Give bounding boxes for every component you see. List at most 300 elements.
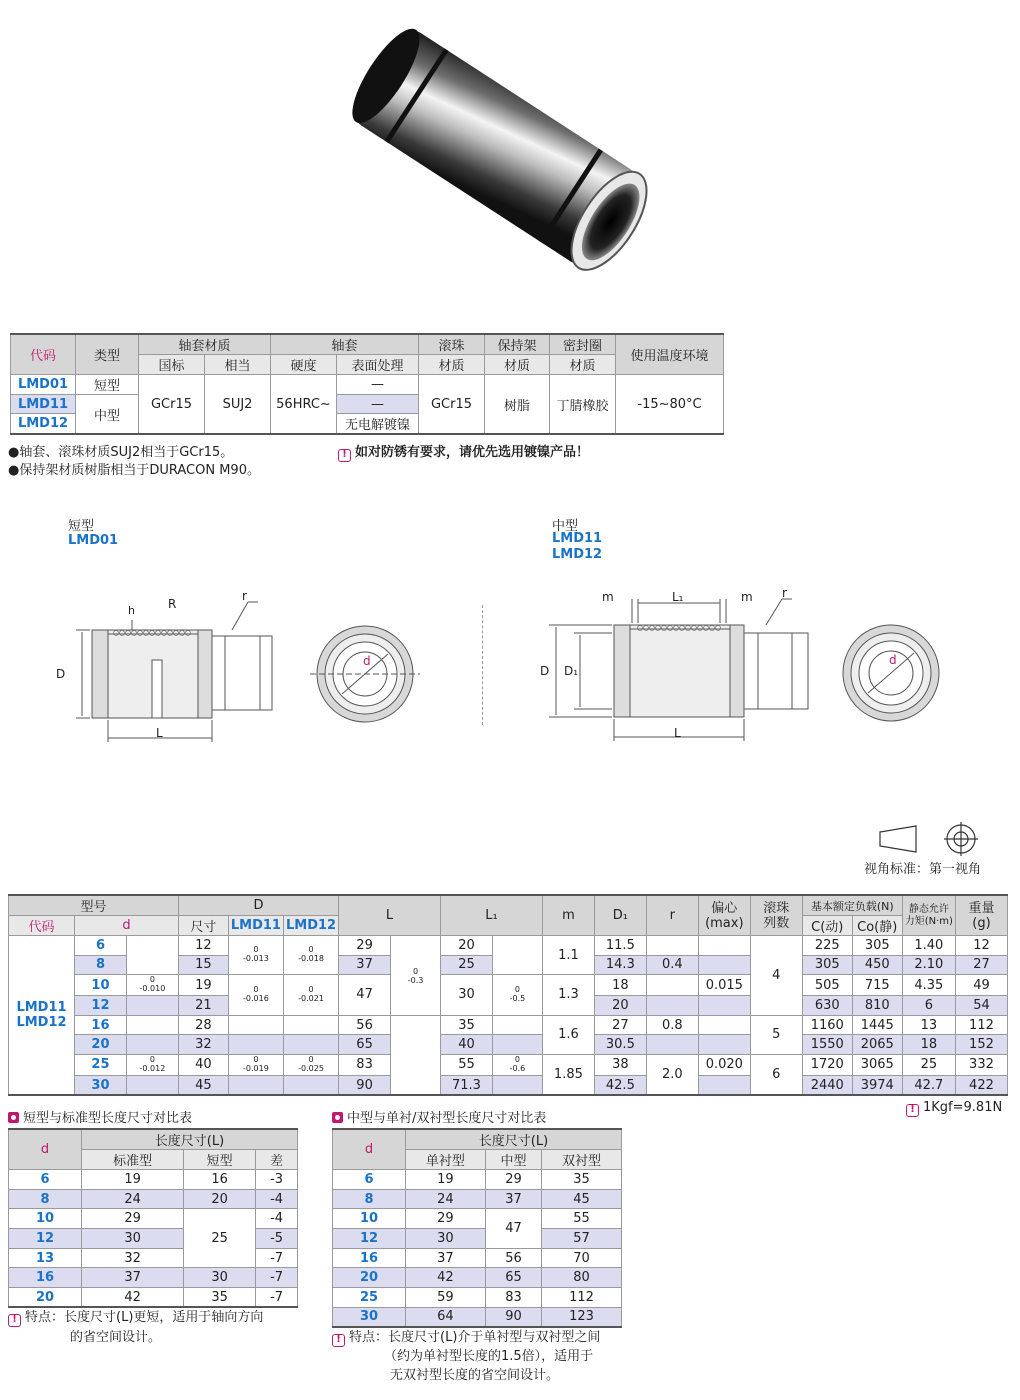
D-value: 21	[178, 996, 228, 1016]
D1-value: 30.5	[594, 1035, 646, 1055]
ecc-value: 0.020	[698, 1054, 750, 1075]
std-value: 19	[82, 1170, 184, 1190]
d-value: 8	[333, 1189, 406, 1209]
col-short: 短型	[184, 1150, 256, 1170]
std-value: 32	[82, 1248, 184, 1268]
warning-note	[338, 441, 589, 462]
warning-icon: !	[332, 1334, 345, 1347]
L1-value: 40	[441, 1035, 493, 1055]
dim-D: D	[540, 664, 550, 678]
hardness-value: 56HRC~	[271, 375, 337, 435]
mid-value: 90	[485, 1307, 541, 1327]
tol-bot: -0.012	[139, 1063, 166, 1073]
drawing-divider	[482, 605, 483, 725]
ecc-blank	[698, 1015, 750, 1035]
r-blank	[646, 996, 698, 1016]
tol-bot: -0.021	[298, 993, 324, 1003]
surface-value: 无电解镀镍	[337, 414, 419, 435]
double-value: 112	[542, 1288, 622, 1308]
dim-m: m	[602, 590, 614, 604]
d-value: 30	[74, 1075, 126, 1095]
single-value: 64	[406, 1307, 486, 1327]
Co-value: 305	[852, 936, 902, 956]
col-surface: 表面处理	[337, 355, 419, 375]
col-weight	[955, 895, 1007, 936]
warning-icon: !	[338, 449, 351, 462]
r-blank	[646, 975, 698, 996]
col-diff: 差	[256, 1150, 298, 1170]
L1-value: 20	[441, 936, 493, 956]
d-tol-b	[126, 1054, 178, 1075]
col-model: 型号	[9, 895, 179, 916]
std-value: 24	[82, 1189, 184, 1209]
col-d: d	[333, 1129, 406, 1170]
d-value: 25	[333, 1288, 406, 1308]
M-value: 13	[902, 1015, 955, 1035]
material-spec-table	[10, 333, 724, 435]
diff-value: -3	[256, 1170, 298, 1190]
col-D1: D₁	[594, 895, 646, 936]
d-value: 8	[74, 955, 126, 975]
d-value: 16	[9, 1268, 82, 1288]
dim-m: m	[741, 590, 753, 604]
D11-tol-b	[228, 975, 283, 1016]
col-lmd11: LMD11	[228, 916, 283, 936]
unit-note	[906, 1100, 1002, 1117]
mid-title: 中型	[552, 519, 579, 534]
surface-value: —	[337, 395, 419, 414]
col-seal-mat: 材质	[550, 355, 616, 375]
cmp-short-title-text: 短型与标准型长度尺寸对比表	[23, 1111, 193, 1126]
Co-value: 715	[852, 975, 902, 996]
dim-L: L	[156, 726, 163, 740]
L1-value: 25	[441, 955, 493, 975]
dim-L1: L₁	[672, 590, 684, 604]
std-value: 42	[82, 1288, 184, 1308]
col-c-stat: Co(静)	[852, 916, 902, 936]
codes-cell	[9, 936, 75, 1096]
W-value: 49	[955, 975, 1007, 996]
d-tol-blank	[126, 1075, 178, 1095]
M-value: 18	[902, 1035, 955, 1055]
double-value: 57	[542, 1229, 622, 1249]
D-value: 45	[178, 1075, 228, 1095]
D12-tol-a	[283, 936, 338, 975]
warning-icon: !	[8, 1314, 21, 1327]
col-retainer: 保持架	[485, 334, 550, 355]
double-value: 123	[542, 1307, 622, 1327]
col-hardness: 硬度	[271, 355, 337, 375]
r-value: 0.4	[646, 955, 698, 975]
tol-top: 0	[149, 975, 155, 985]
col-d: d	[9, 1129, 82, 1170]
D-value: 15	[178, 955, 228, 975]
double-value: 55	[542, 1209, 622, 1229]
bushing-product-image	[320, 20, 680, 280]
L1-value: 55	[441, 1054, 493, 1075]
col-L1: L₁	[441, 895, 543, 936]
D12-tol-blank	[283, 1015, 338, 1035]
unit-note-text: 1Kgf=9.81N	[923, 1100, 1003, 1115]
D12-tol-b	[283, 975, 338, 1016]
dim-R: R	[168, 597, 177, 611]
feature-line-1: 特点：长度尺寸(L)更短，适用于轴向方向	[25, 1310, 264, 1325]
L-tol	[391, 966, 441, 1095]
col-length: 长度尺寸(L)	[82, 1129, 298, 1150]
tol-bot: -0.013	[243, 954, 269, 964]
short-value: 16	[184, 1170, 256, 1190]
warning-icon: !	[906, 1104, 919, 1117]
short-code: LMD01	[68, 533, 119, 548]
mid-type-drawing	[534, 585, 954, 750]
col-sleeve: 轴套	[271, 334, 419, 355]
M-value: 25	[902, 1054, 955, 1075]
gb-value: GCr15	[139, 375, 205, 435]
col-lmd12: LMD12	[283, 916, 338, 936]
short-value: 20	[184, 1189, 256, 1209]
single-value: 42	[406, 1268, 486, 1288]
single-value: 30	[406, 1229, 486, 1249]
col-D: D	[178, 895, 338, 916]
d-tol-blank	[126, 996, 178, 1016]
diff-value: -7	[256, 1288, 298, 1308]
type-short: 短型	[76, 375, 139, 395]
r-blank	[646, 936, 698, 956]
short-value: 30	[184, 1268, 256, 1288]
dim-D: D	[56, 667, 66, 681]
W-value: 27	[955, 955, 1007, 975]
col-d: d	[74, 916, 178, 936]
cmp-short-title	[8, 1107, 192, 1126]
code-lmd01: LMD01	[11, 375, 76, 395]
short-title: 短型	[68, 519, 95, 534]
C-value: 1720	[802, 1054, 852, 1075]
col-std: 标准型	[82, 1150, 184, 1170]
M-value: 2.10	[902, 955, 955, 975]
D11-tol-blank	[228, 1035, 283, 1055]
single-value: 19	[406, 1170, 486, 1190]
d-value: 6	[333, 1170, 406, 1190]
seal-value: 丁腈橡胶	[550, 375, 616, 435]
d-value: 6	[74, 936, 126, 956]
code-lmd11: LMD11	[11, 395, 76, 414]
col-balls	[750, 895, 802, 936]
L1-tol-a	[492, 975, 542, 1016]
d-tol-blank	[126, 1035, 178, 1055]
C-value: 2440	[802, 1075, 852, 1095]
ecc-max-label: (max)	[705, 915, 744, 931]
Co-value: 3065	[852, 1054, 902, 1075]
ecc-value: 0.015	[698, 975, 750, 996]
C-value: 505	[802, 975, 852, 996]
mid-comparison-table	[332, 1128, 622, 1328]
cmp-mid-title	[332, 1107, 546, 1126]
d-value: 20	[9, 1288, 82, 1308]
balls-value: 4	[750, 936, 802, 1016]
type-mid: 中型	[76, 395, 139, 435]
Co-value: 450	[852, 955, 902, 975]
mid-value: 37	[485, 1189, 541, 1209]
ecc-blank	[698, 955, 750, 975]
code-lmd12: LMD12	[16, 1015, 67, 1031]
col-size: 尺寸	[178, 916, 228, 936]
col-L: L	[339, 895, 441, 936]
dim-D1: D₁	[564, 664, 579, 678]
D-value: 12	[178, 936, 228, 956]
L1-value: 35	[441, 1015, 493, 1035]
L1-value: 71.3	[441, 1075, 493, 1095]
col-load: 基本额定负载(N)	[802, 895, 902, 916]
cmp-mid-title-text: 中型与单衬/双衬型长度尺寸对比表	[347, 1111, 547, 1126]
moment-label-2: 力矩(N·m)	[904, 915, 953, 927]
d-value: 6	[9, 1170, 82, 1190]
C-value: 305	[802, 955, 852, 975]
tol-bot: -0.018	[298, 954, 324, 964]
D-value: 32	[178, 1035, 228, 1055]
Co-value: 810	[852, 996, 902, 1016]
d-value: 25	[74, 1054, 126, 1075]
section-bullet-icon	[332, 1112, 343, 1123]
L1-tol-blank	[492, 1075, 542, 1095]
std-value: 29	[82, 1209, 184, 1229]
warning-text: 如对防锈有要求，请优先选用镀镍产品！	[355, 445, 590, 460]
C-value: 1550	[802, 1035, 852, 1055]
tol-top: 0	[308, 984, 314, 994]
dim-h: h	[128, 604, 135, 617]
M-value: 42.7	[902, 1075, 955, 1095]
col-sleeve-material: 轴套材质	[139, 334, 271, 355]
L-value: 47	[339, 975, 391, 1016]
D11-tol-c	[228, 1054, 283, 1075]
m-value: 1.1	[542, 936, 594, 975]
temp-value: -15~80°C	[616, 375, 724, 435]
r-value: 0.8	[646, 1015, 698, 1035]
W-value: 54	[955, 996, 1007, 1016]
D1-value: 18	[594, 975, 646, 996]
d-value: 13	[9, 1248, 82, 1268]
feature-line-2: （约为单衬型长度的1.5倍），适用于	[384, 1349, 594, 1364]
col-length: 长度尺寸(L)	[406, 1129, 622, 1150]
D12-tol-blank	[283, 1075, 338, 1095]
ecc-blank	[698, 1035, 750, 1055]
D1-value: 20	[594, 996, 646, 1016]
D1-value: 27	[594, 1015, 646, 1035]
tol-top: 0	[253, 1054, 259, 1064]
col-type: 类型	[76, 334, 139, 375]
rows-label: 列数	[763, 915, 790, 931]
single-value: 29	[406, 1209, 486, 1229]
moment-label-1: 静态允许	[908, 903, 949, 915]
L-value: 65	[339, 1035, 391, 1055]
d-value: 16	[74, 1015, 126, 1035]
balls-label: 滚珠	[763, 900, 790, 916]
L1-tol-blank	[492, 1035, 542, 1055]
ball-value: GCr15	[419, 375, 485, 435]
D1-value: 14.3	[594, 955, 646, 975]
view-standard: 视角标准：第一视角	[864, 862, 982, 877]
tol-bot: -0.019	[243, 1063, 269, 1073]
tol-top: 0	[308, 1054, 314, 1064]
tol-top: 0	[253, 945, 259, 955]
col-mid: 中型	[485, 1150, 541, 1170]
col-temp: 使用温度环境	[616, 334, 724, 375]
short-value: 35	[184, 1288, 256, 1308]
note-retainer: ●保持架材质树脂相当于DURACON M90。	[8, 463, 260, 478]
Co-value: 2065	[852, 1035, 902, 1055]
col-moment	[902, 895, 955, 936]
dim-r: r	[242, 590, 247, 603]
code-lmd12: LMD12	[11, 414, 76, 435]
tol-bot: -0.3	[407, 975, 424, 985]
W-value: 112	[955, 1015, 1007, 1035]
single-value: 37	[406, 1248, 486, 1268]
d-value: 10	[74, 975, 126, 996]
diff-value: -4	[256, 1209, 298, 1229]
mid-value: 29	[485, 1170, 541, 1190]
d-tol-a	[126, 975, 178, 996]
D-value: 28	[178, 1015, 228, 1035]
tol-bot: -0.010	[139, 984, 166, 994]
W-value: 152	[955, 1035, 1007, 1055]
balls-value: 6	[750, 1054, 802, 1095]
m-value: 1.6	[542, 1015, 594, 1054]
d-value: 10	[9, 1209, 82, 1229]
feature-line-3: 无双衬型长度的省空间设计。	[390, 1368, 560, 1383]
cmp-mid-feature	[332, 1328, 600, 1385]
mid-code-2: LMD12	[552, 547, 603, 562]
Co-value: 3974	[852, 1075, 902, 1095]
Co-value: 1445	[852, 1015, 902, 1035]
ecc-blank	[698, 1075, 750, 1095]
ecc-blank	[698, 996, 750, 1016]
W-value: 332	[955, 1054, 1007, 1075]
mid-value: 65	[485, 1268, 541, 1288]
d-value: 20	[333, 1268, 406, 1288]
surface-value: —	[337, 375, 419, 395]
L-value: 29	[339, 936, 391, 956]
L-value: 37	[339, 955, 391, 975]
tol-top: 0	[253, 984, 259, 994]
M-value: 6	[902, 996, 955, 1016]
d-value: 8	[9, 1189, 82, 1209]
dim-d: d	[889, 653, 897, 667]
d-value: 12	[74, 996, 126, 1016]
std-value: 30	[82, 1229, 184, 1249]
tol-top: 0	[514, 984, 520, 994]
L1-tol-b	[492, 1054, 542, 1075]
cmp-short-feature	[8, 1308, 263, 1348]
L1-tol-blank	[492, 936, 542, 975]
D1-value: 38	[594, 1054, 646, 1075]
ecc-blank	[698, 936, 750, 956]
d-value: 16	[333, 1248, 406, 1268]
note-material: ●轴套、滚珠材质SUJ2相当于GCr15。	[8, 445, 234, 460]
tol-bot: -0.5	[509, 993, 526, 1003]
d-tol-blank	[126, 936, 178, 975]
W-value: 12	[955, 936, 1007, 956]
retainer-value: 树脂	[485, 375, 550, 435]
tol-bot: -0.025	[298, 1063, 324, 1073]
single-value: 24	[406, 1189, 486, 1209]
C-value: 1160	[802, 1015, 852, 1035]
feature-line-1: 特点：长度尺寸(L)介于单衬型与双衬型之间	[349, 1330, 601, 1345]
L-value: 90	[339, 1075, 391, 1095]
d-value: 20	[74, 1035, 126, 1055]
balls-value: 5	[750, 1015, 802, 1054]
col-double: 双衬型	[542, 1150, 622, 1170]
double-value: 80	[542, 1268, 622, 1288]
dimension-table	[8, 894, 1008, 1096]
dim-r: r	[782, 586, 787, 600]
weight-label: 重量	[968, 900, 995, 916]
L-value: 83	[339, 1054, 391, 1075]
mid-value: 56	[485, 1248, 541, 1268]
D1-value: 42.5	[594, 1075, 646, 1095]
d-value: 12	[9, 1229, 82, 1249]
double-value: 35	[542, 1170, 622, 1190]
D11-tol-a	[228, 936, 283, 975]
m-value: 1.85	[542, 1054, 594, 1095]
D11-tol-blank	[228, 1075, 283, 1095]
dim-L: L	[674, 726, 681, 740]
diff-value: -4	[256, 1189, 298, 1209]
first-angle-projection-icon	[876, 822, 986, 856]
M-value: 1.40	[902, 936, 955, 956]
D-value: 19	[178, 975, 228, 996]
C-value: 225	[802, 936, 852, 956]
D11-tol-blank	[228, 1015, 283, 1035]
D12-tol-c	[283, 1054, 338, 1075]
diff-value: -7	[256, 1248, 298, 1268]
weight-unit: (g)	[972, 915, 991, 931]
L1-value: 30	[441, 975, 493, 1016]
C-value: 630	[802, 996, 852, 1016]
d-value: 10	[333, 1209, 406, 1229]
tol-top: 0	[412, 966, 419, 976]
L-value: 56	[339, 1015, 391, 1035]
m-value: 1.3	[542, 975, 594, 1016]
L1-tol-blank	[492, 1015, 542, 1035]
col-seal: 密封圈	[550, 334, 616, 355]
code-lmd11: LMD11	[16, 1000, 67, 1016]
feature-line-2: 的省空间设计。	[70, 1330, 162, 1345]
equiv-value: SUJ2	[205, 375, 271, 435]
col-r: r	[646, 895, 698, 936]
d-value: 30	[333, 1307, 406, 1327]
mid-value: 83	[485, 1288, 541, 1308]
col-code: 代码	[11, 334, 76, 375]
r-blank	[646, 1035, 698, 1055]
dim-d: d	[363, 654, 371, 668]
double-value: 45	[542, 1189, 622, 1209]
D12-tol-blank	[283, 1035, 338, 1055]
double-value: 70	[542, 1248, 622, 1268]
mid-code-1: LMD11	[552, 531, 603, 546]
tol-bot: -0.016	[243, 993, 269, 1003]
tol-top: 0	[149, 1054, 155, 1064]
D1-value: 11.5	[594, 936, 646, 956]
col-retainer-mat: 材质	[485, 355, 550, 375]
col-c-dyn: C(动)	[802, 916, 852, 936]
diff-value: -7	[256, 1268, 298, 1288]
short-comparison-table	[8, 1128, 298, 1308]
col-ball-mat: 材质	[419, 355, 485, 375]
ecc-label: 偏心	[711, 900, 738, 916]
col-ecc	[698, 895, 750, 936]
col-equiv: 相当	[205, 355, 271, 375]
D-value: 40	[178, 1054, 228, 1075]
section-bullet-icon	[8, 1112, 19, 1123]
